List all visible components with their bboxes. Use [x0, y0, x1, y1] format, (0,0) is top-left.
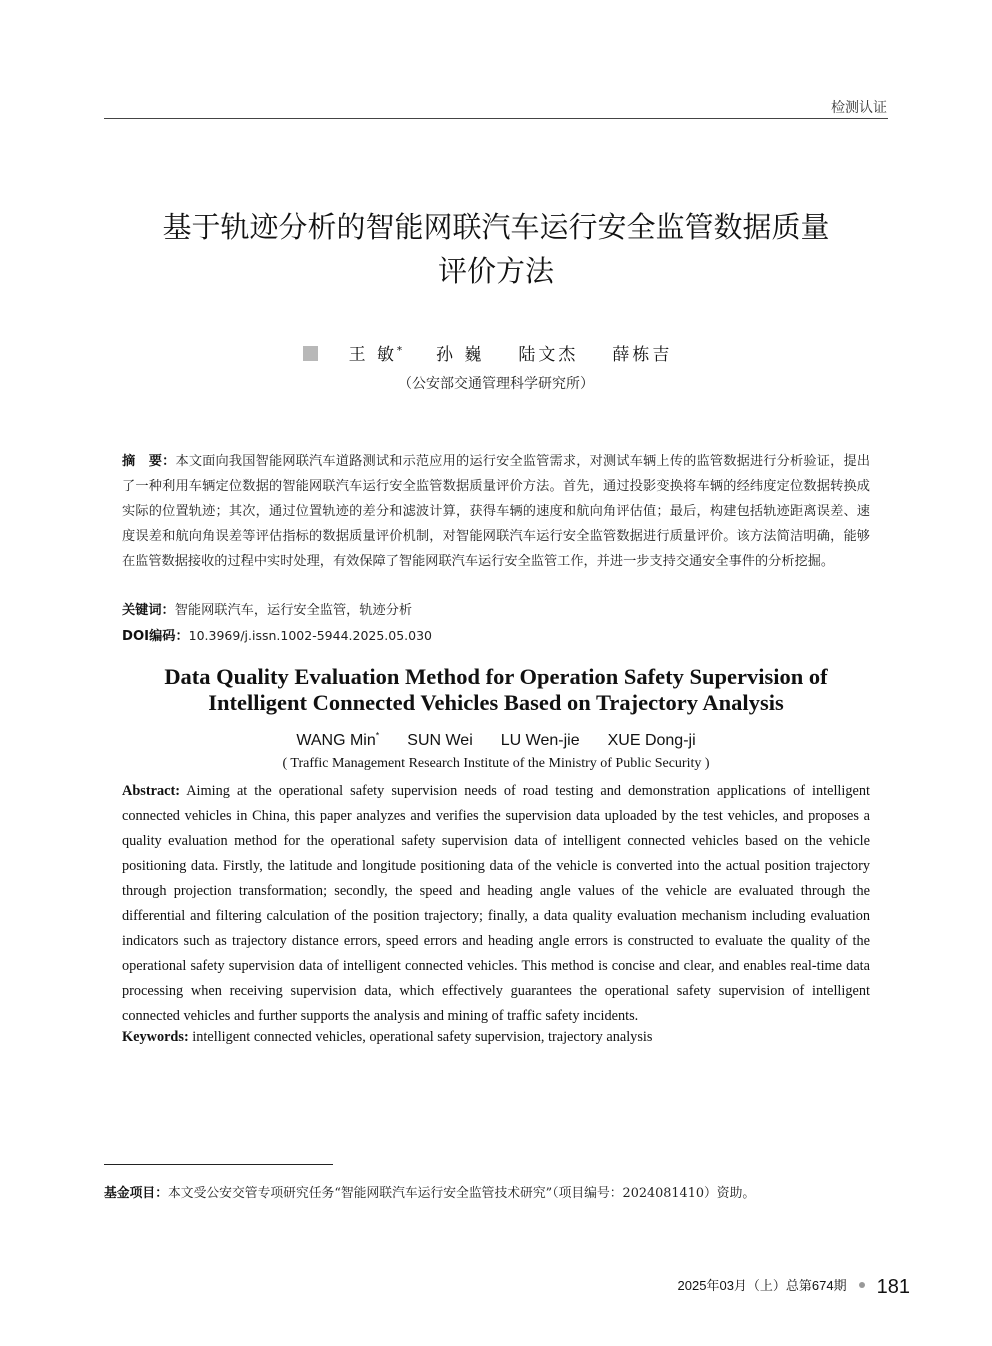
funding-text: 本文受公安交管专项研究任务“智能网联汽车运行安全监管技术研究”（项目编号：2024081410）资助。	[167, 1186, 756, 1201]
chinese-authors	[0, 340, 992, 365]
english-title-line-2: Intelligent Connected Vehicles Based on Trajectory Analysis	[208, 690, 784, 715]
footnote-rule	[104, 1164, 333, 1165]
english-keywords-text: intelligent connected vehicles, operational safety supervision, trajectory analysis	[192, 1029, 653, 1045]
chinese-keywords-text: 智能网联汽车，运行安全监管，轨迹分析	[174, 603, 413, 618]
section-label: 检测认证	[831, 100, 887, 116]
page-number: 181	[876, 1276, 910, 1298]
chinese-keywords	[122, 599, 412, 618]
chinese-title-line-2: 评价方法	[437, 254, 554, 288]
english-author-4: XUE Dong-ji	[607, 732, 696, 750]
chinese-affiliation: （公安部交通管理科学研究所）	[398, 376, 594, 392]
english-abstract-label: Abstract:	[122, 783, 180, 799]
issue-info: 2025年03月（上）总第674期	[677, 1278, 847, 1293]
author-4: 薛栋吉	[612, 345, 673, 365]
funding-note	[104, 1182, 755, 1201]
english-authors	[0, 731, 992, 750]
corresponding-author-mark: *	[397, 345, 402, 357]
english-corresponding-author-mark: *	[375, 731, 380, 741]
chinese-title-line-1: 基于轨迹分析的智能网联汽车运行安全监管数据质量	[162, 210, 830, 244]
english-affiliation: ( Traffic Management Research Institute of the Ministry of Public Security )	[282, 756, 710, 771]
english-abstract	[122, 779, 870, 1029]
english-author-3: LU Wen-jie	[500, 732, 580, 750]
chinese-abstract-label: 摘 要：	[122, 454, 176, 469]
doi-line	[122, 625, 432, 644]
bullet-dot-icon	[859, 1282, 865, 1288]
english-title	[100, 664, 892, 716]
english-abstract-text: Aiming at the operational safety supervision needs of road testing and demonstration applications of intelligent connected vehicles in China, this paper analyzes and verifies the supervision data uploaded by the test vehicles, and proposes a quality evaluation method for the operational safety supervision data of intelligent connected vehicles based on the vehicle positioning data. Firstly, the latitude and longitude positioning data of the vehicle is converted into the actual position trajectory through projection transformation; secondly, the speed and heading angle values of the vehicle are evaluated through the differential and filtering calculation of the position trajectory; finally, a data quality evaluation mechanism including evaluation indicators such as trajectory distance errors, speed errors and heading angle errors is constructed to evaluate the quality of the operational safety supervision data of intelligent connected vehicles. This method is concise and clear, and enables real-time data processing when receiving supervision data, which effectively guarantees the operational safety supervision of intelligent connected vehicles and further supports the analysis and mining of traffic safety incidents.	[122, 783, 870, 1024]
chinese-title	[100, 205, 892, 293]
chinese-keywords-label: 关键词：	[122, 603, 175, 618]
author-1: 王 敏*	[348, 345, 402, 365]
english-keywords	[122, 1029, 652, 1046]
chinese-abstract-text: 本文面向我国智能网联汽车道路测试和示范应用的运行安全监管需求，对测试车辆上传的监管数据进行分析验证，提出了一种利用车辆定位数据的智能网联汽车运行安全监管数据质量评价方法。首先，通过投影变换将车辆的经纬度定位数据转换成实际的位置轨迹；其次，通过位置轨迹的差分和滤波计算，获得车辆的速度和航向角评估值；最后，构建包括轨迹距离误差、速度误差和航向角误差等评估指标的数据质量评价机制，对智能网联汽车运行安全监管数据进行质量评价。该方法简洁明确，能够在监管数据接收的过程中实时处理，有效保障了智能网联汽车运行安全监管工作，并进一步支持交通安全事件的分析挖掘。	[122, 454, 871, 569]
english-keywords-label: Keywords:	[122, 1029, 189, 1045]
english-author-1: WANG Min*	[296, 731, 380, 750]
page-footer	[678, 1275, 910, 1299]
english-author-2: SUN Wei	[407, 732, 473, 750]
author-3: 陆文杰	[518, 345, 579, 365]
doi-label: DOI编码：	[122, 629, 189, 644]
author-2: 孙 巍	[436, 345, 485, 365]
header-rule	[104, 118, 888, 119]
doi-value: 10.3969/j.issn.1002-5944.2025.05.030	[188, 628, 433, 643]
english-title-line-1: Data Quality Evaluation Method for Operation Safety Supervision of	[164, 664, 828, 689]
funding-label: 基金项目：	[104, 1186, 168, 1201]
chinese-abstract	[122, 449, 870, 574]
author-square-marker	[303, 346, 318, 361]
